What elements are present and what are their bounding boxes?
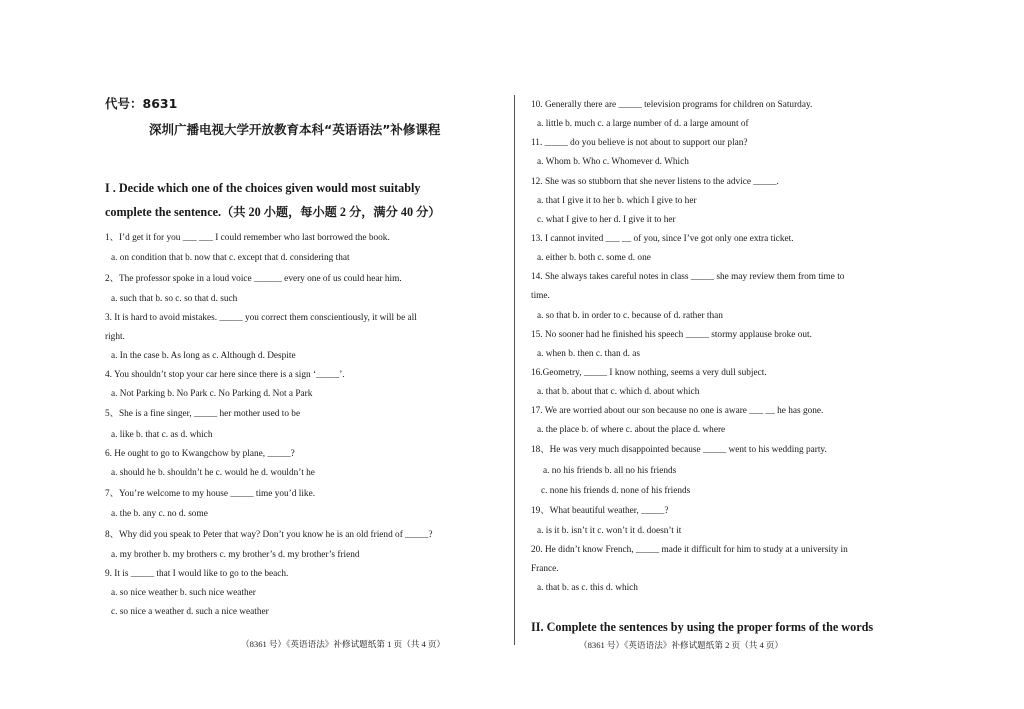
question-3-options: a. In the case b. As long as c. Although d. Despite <box>111 351 296 361</box>
question-2-options: a. such that b. so c. so that d. such <box>111 294 238 304</box>
question-16-options: a. that b. about that c. which d. about which <box>537 387 700 397</box>
question-2: 2、The professor spoke in a loud voice ______ every one of us could hear him. <box>105 274 402 284</box>
question-12-options-line-1: a. that I give it to her b. which I give to her <box>537 196 697 206</box>
question-6-options: a. should he b. shouldn’t he c. would he d. wouldn’t he <box>111 468 315 478</box>
course-title: 深圳广播电视大学开放教育本科“英语语法”补修课程 <box>149 122 441 137</box>
question-3-continued: right. <box>105 332 125 342</box>
page-footer-left: （8361 号）《英语语法》补修试题纸第 1 页（共 4 页） <box>241 639 446 649</box>
question-18-options-line-2: c. none his friends d. none of his friends <box>541 486 691 496</box>
question-20-continued: France. <box>531 564 559 574</box>
question-7-options: a. the b. any c. no d. some <box>111 509 208 519</box>
section-2-heading: II. Complete the sentences by using the proper forms of the words <box>531 620 874 634</box>
question-7: 7、You’re welcome to my house _____ time you’d like. <box>105 489 316 499</box>
section-1-heading-line-2: complete the sentence.（共 20 小题，每小题 2 分，满分 40 分） <box>105 205 441 219</box>
question-17-options: a. the place b. of where c. about the place d. where <box>537 425 726 435</box>
question-10-options: a. little b. much c. a large number of d. a large amount of <box>537 119 749 129</box>
question-15: 15. No sooner had he finished his speech _____ stormy applause broke out. <box>531 330 812 340</box>
question-15-options: a. when b. then c. than d. as <box>537 349 641 359</box>
question-20-options: a. that b. as c. this d. which <box>537 583 638 593</box>
question-14-continued: time. <box>531 291 550 301</box>
section-1-heading-line-1: I . Decide which one of the choices given would most suitably <box>105 181 421 195</box>
question-9-options-line-1: a. so nice weather b. such nice weather <box>111 588 256 598</box>
question-8: 8、Why did you speak to Peter that way? Don’t you know he is an old friend of _____? <box>105 530 433 540</box>
question-12-options-line-2: c. what I give to her d. I give it to her <box>537 215 676 225</box>
question-19-options: a. is it b. isn’t it c. won’t it d. doesn’t it <box>537 526 682 536</box>
question-9-options-line-2: c. so nice a weather d. such a nice weather <box>111 607 269 617</box>
question-9: 9. It is _____ that I would like to go to the beach. <box>105 569 289 579</box>
question-11: 11. _____ do you believe is not about to support our plan? <box>531 138 748 148</box>
question-4-options: a. Not Parking b. No Park c. No Parking d. Not a Park <box>111 389 313 399</box>
page-footer-right: （8361 号）《英语语法》补修试题纸第 2 页（共 4 页） <box>579 640 784 650</box>
question-1: 1、I’d get it for you ___ ___ I could remember who last borrowed the book. <box>105 233 390 243</box>
question-14: 14. She always takes careful notes in class _____ she may review them from time to <box>531 272 845 282</box>
question-3: 3. It is hard to avoid mistakes. _____ you correct them conscientiously, it will be all <box>105 313 417 323</box>
question-5-options: a. like b. that c. as d. which <box>111 430 213 440</box>
question-19: 19、What beautiful weather, _____? <box>531 506 669 516</box>
question-4: 4. You shouldn’t stop your car here since there is a sign ‘_____’. <box>105 370 345 380</box>
question-10: 10. Generally there are _____ television programs for children on Saturday. <box>531 100 813 110</box>
question-18: 18、He was very much disappointed because _____ went to his wedding party. <box>531 445 827 455</box>
column-divider <box>514 95 515 645</box>
question-5: 5、She is a fine singer, _____ her mother used to be <box>105 409 301 419</box>
question-13-options: a. either b. both c. some d. one <box>537 253 651 263</box>
question-18-options-line-1: a. no his friends b. all no his friends <box>543 466 677 476</box>
question-17: 17. We are worried about our son because no one is aware ___ __ he has gone. <box>531 406 824 416</box>
question-1-options: a. on condition that b. now that c. except that d. considering that <box>111 253 350 263</box>
question-8-options: a. my brother b. my brothers c. my brother’s d. my brother’s friend <box>111 550 360 560</box>
question-11-options: a. Whom b. Who c. Whomever d. Which <box>537 157 689 167</box>
question-12: 12. She was so stubborn that she never listens to the advice _____. <box>531 177 779 187</box>
question-16: 16.Geometry, _____ I know nothing, seems a very dull subject. <box>531 368 767 378</box>
question-20: 20. He didn’t know French, _____ made it difficult for him to study at a university in <box>531 545 848 555</box>
exam-code: 代号：8631 <box>105 96 178 111</box>
question-13: 13. I cannot invited ___ __ of you, since I’ve got only one extra ticket. <box>531 234 794 244</box>
question-6: 6. He ought to go to Kwangchow by plane, _____? <box>105 449 295 459</box>
question-14-options: a. so that b. in order to c. because of d. rather than <box>537 311 723 321</box>
